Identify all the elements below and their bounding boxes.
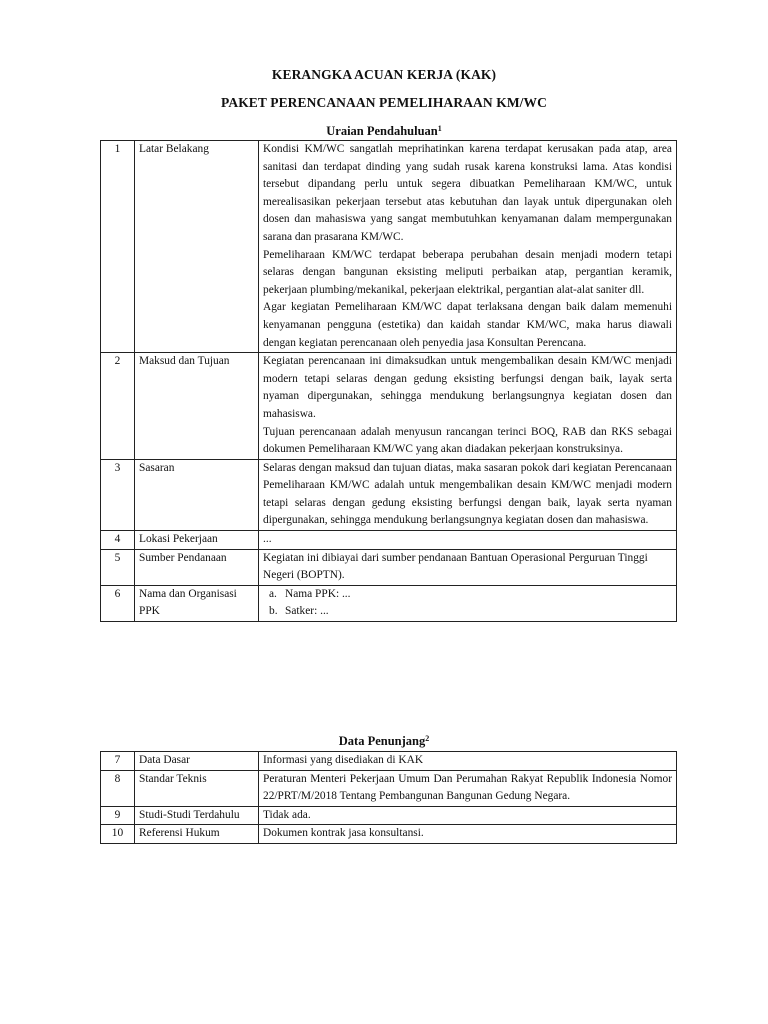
data-penunjang-table bbox=[100, 751, 677, 844]
row-content bbox=[259, 459, 677, 530]
table-row bbox=[101, 770, 677, 806]
row-label: Lokasi Pekerjaan bbox=[135, 531, 259, 550]
table-row bbox=[101, 825, 677, 844]
row-content: Tidak ada. bbox=[259, 806, 677, 825]
row-content: Peraturan Menteri Pekerjaan Umum Dan Perumahan Rakyat Republik Indonesia Nomor 22/PRT/M/2018 Tentang Pembangunan Bangunan Gedung Negara. bbox=[259, 770, 677, 806]
uraian-pendahuluan-table bbox=[100, 140, 677, 622]
row-content bbox=[259, 141, 677, 353]
document-subtitle: PAKET PERENCANAAN PEMELIHARAAN KM/WC bbox=[221, 95, 547, 110]
table-row bbox=[101, 141, 677, 353]
paragraph: Kegiatan ini dibiayai dari sumber pendanaan Bantuan Operasional Perguruan Tinggi Negeri (BOPTN). bbox=[263, 551, 648, 582]
row-number: 10 bbox=[101, 825, 135, 844]
paragraph: Selaras dengan maksud dan tujuan diatas, maka sasaran pokok dari kegiatan Perencanaan Pemeliharaan KM/WC adalah untuk mengembalikan desain KM/WC menjadi modern tetapi selaras dengan gedung eksisting berfungsi dengan baik, layak serta nyaman dipergunakan, sehingga mendukung berlangsungnya kegiatan dosen dan mahasiswa. bbox=[263, 461, 672, 527]
list-item bbox=[263, 603, 672, 621]
row-label: Data Dasar bbox=[135, 752, 259, 771]
table-row bbox=[101, 353, 677, 460]
row-number: 1 bbox=[101, 141, 135, 353]
list-marker: b. bbox=[269, 605, 278, 618]
table-row bbox=[101, 585, 677, 621]
table-row bbox=[101, 459, 677, 530]
document-title: KERANGKA ACUAN KERJA (KAK) bbox=[271, 67, 497, 82]
row-number: 9 bbox=[101, 806, 135, 825]
row-content bbox=[259, 353, 677, 460]
paragraph: Tujuan perencanaan adalah menyusun rancangan terinci BOQ, RAB dan RKS sebagai dokumen Pemeliharaan KM/WC yang akan diadakan pekerjaan konstruksinya. bbox=[263, 425, 672, 456]
section-title-uraian-pendahuluan bbox=[0, 124, 768, 139]
paragraph: Pemeliharaan KM/WC terdapat beberapa perubahan desain menjadi modern tetapi selaras dengan bangunan eksisting meliputi perbaikan atap, pergantian keramik, pekerjaan plumbing/mekanikal, pekerjaan elektrikal, pergantian alat-alat saniter dll. bbox=[263, 248, 672, 296]
paragraph: Kegiatan perencanaan ini dimaksudkan untuk mengembalikan desain KM/WC menjadi modern tetapi selaras dengan gedung eksisting berfungsi dengan baik, layak serta nyaman dipergunakan, sehingga mendukung berlangsungnya kegiatan dosen dan mahasiswa. bbox=[263, 355, 672, 420]
row-content bbox=[259, 585, 677, 621]
footnote-marker: 2 bbox=[425, 734, 430, 743]
row-label: Latar Belakang bbox=[135, 141, 259, 353]
row-content bbox=[259, 531, 677, 550]
row-label: Sasaran bbox=[135, 459, 259, 530]
row-label: Standar Teknis bbox=[135, 770, 259, 806]
footnote-marker: 1 bbox=[437, 124, 442, 133]
list-text: Nama PPK: ... bbox=[285, 587, 351, 600]
row-number: 7 bbox=[101, 752, 135, 771]
table-row bbox=[101, 549, 677, 585]
list-text: Satker: ... bbox=[285, 605, 329, 618]
row-label: Referensi Hukum bbox=[135, 825, 259, 844]
row-label: Studi-Studi Terdahulu bbox=[135, 806, 259, 825]
row-label: Maksud dan Tujuan bbox=[135, 353, 259, 460]
row-content bbox=[259, 549, 677, 585]
section-title-data-penunjang bbox=[0, 734, 768, 749]
paragraph: Agar kegiatan Pemeliharaan KM/WC dapat terlaksana dengan baik dalam memenuhi kenyamanan pengguna (estetika) dan kaidah standar KM/WC, maka harus diawali dengan kegiatan perencanaan oleh penyedia jasa Konsultan Perencana. bbox=[263, 301, 672, 349]
list-marker: a. bbox=[269, 587, 277, 600]
row-content: Dokumen kontrak jasa konsultansi. bbox=[259, 825, 677, 844]
table-row bbox=[101, 531, 677, 550]
table-row bbox=[101, 752, 677, 771]
row-label: Sumber Pendanaan bbox=[135, 549, 259, 585]
row-number: 4 bbox=[101, 531, 135, 550]
row-number: 2 bbox=[101, 353, 135, 460]
section-title-text: Uraian Pendahuluan bbox=[326, 124, 438, 138]
section-title-text: Data Penunjang bbox=[338, 734, 426, 748]
row-content: Informasi yang disediakan di KAK bbox=[259, 752, 677, 771]
table-row bbox=[101, 806, 677, 825]
row-number: 3 bbox=[101, 459, 135, 530]
paragraph: Kondisi KM/WC sangatlah meprihatinkan karena terdapat kerusakan pada atap, area sanitasi dan terdapat dinding yang sudah rusak karena konstruksi lama. Atas kondisi tersebut dipandang perlu untuk segera dibuatkan Pemeliharaan KM/WC, untuk merealisasikan pekerjaan tersebut atas kebutuhan dan layak untuk dipergunakan oleh dosen dan mahasiswa yang sangat membutuhkan kenyamanan dalam mempergunakan sarana dan prasarana KM/WC. bbox=[263, 143, 672, 243]
row-number: 5 bbox=[101, 549, 135, 585]
paragraph: ... bbox=[263, 533, 272, 546]
row-number: 8 bbox=[101, 770, 135, 806]
list-item bbox=[263, 586, 672, 604]
row-label: Nama dan Organisasi PPK bbox=[135, 585, 259, 621]
row-number: 6 bbox=[101, 585, 135, 621]
